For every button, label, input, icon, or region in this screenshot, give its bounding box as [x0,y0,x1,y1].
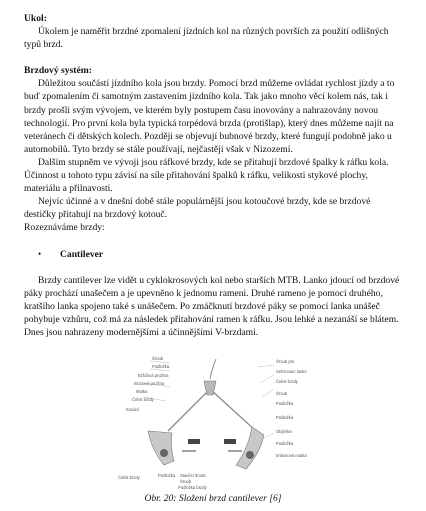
label-r4: Šroub [276,391,288,396]
label-r5: Podložka [276,401,294,406]
label-l10: Stavěcí šroub [180,473,206,478]
label-l7: Kování [126,407,140,412]
label-l1: Šroub [152,356,164,361]
label-r6: Podložka [276,415,294,420]
ukol-text: Úkolem je naměřit brzdné zpomalení jízdních kol na různých površích za použití odlišných typů brzd. [24,26,389,51]
ukol-heading: Ukol: [24,13,47,24]
label-l8: Čelist brzdy [118,475,140,480]
label-l2: Podložka [152,364,170,369]
right-brake-arm [236,427,264,469]
label-l9: Podložka [158,473,176,478]
document-body [24,12,404,339]
bullet-icon: • [38,248,42,259]
label-r9: Imbusová matka [276,453,307,458]
cantilever-text: Brzdy cantilever lze vidět u cyklokrosových kol nebo starších MTB. Lanko jdoucí od brzdové páky prochází unašečem a je upevněno k jednomu rameni. Druhé rameno je pomocí druhého, kratšího lanka spojeno také s unášečem. Po zmáčknutí brzdové páky se pomocí lanka unášeč pohybuje vzhůru, což má za následek přitahování ramen k ráfku. Jsou lehké a nezanáší se blátem. Dnes jsou nahrazeny modernějšími a účinnějšími V-brzdami. [24,274,400,338]
paragraph-brake-types: Rozeznáváme brzdy: [24,222,105,234]
label-l6: Čelist brzdy [132,397,154,402]
cantilever-label: Cantilever [60,248,104,260]
label-l5: Matka [136,389,148,394]
paragraph-history: Důležitou součástí jízdního kola jsou brzdy. Pomocí brzd můžeme ovládat rychlost jízdy a to buď zpomalením či samotným zastavením jízdního kola. Tak jako mnoho věcí kolem nás, tak i brzdy prošli svým vývojem, ve kterém byly postupem času inovovány a nahrazovány novou technologií. Pro první kola byla typická torpédová brzda (protišlap), který dnes můžeme najít na veteránech či dětských kolech. Později se objevují bubnové brzdy, které fungují podobně jako u automobilů. Tyto brzdy se stále používají, nejčastěji však v Nizozemí. [24,78,395,155]
paragraph-disc-brakes: Nejvíc účinné a v dnešní době stále populárnější jsou kotoučové brzdy, kde se brzdové destičky přitahují na brzdový kotouč. [24,196,371,221]
right-spring [246,451,254,459]
label-r8: Podložka [276,441,294,446]
cantilever-bullet-item [38,248,404,261]
label-l3: Bržďová pružina [138,373,169,378]
label-r7: Objímka [276,429,292,434]
label-r3: Čelist brzdy [276,379,298,384]
left-brake-pad [188,439,200,444]
brzdovy-system-heading: Brzdový systém: [24,65,92,77]
label-l12: Podložka brzdy [178,485,207,490]
left-spring [160,449,168,457]
label-r1: Šroub pro [276,359,295,364]
label-l11: Šroub [180,479,192,484]
paragraph-rim-brakes: Dalším stupněm ve vývoji jsou ráfkové brzdy, kde se přitahují brzdové špalky k ráfku kola. Účinnost u tohoto typu závisí na síle přitahování špalků k ráfku, velikosti stykové plochy, materiálu a přilnavosti. [24,156,389,195]
figure-caption: Obr. 20: Složení brzd cantilever [6] [144,493,282,504]
cantilever-brake-diagram [112,353,312,490]
brake-cable [210,359,216,379]
left-brake-arm [148,431,174,465]
label-r2: Seřizovací lanko [276,369,307,374]
right-brake-pad [224,439,236,444]
label-l4: Brzdová pružina [134,381,165,386]
